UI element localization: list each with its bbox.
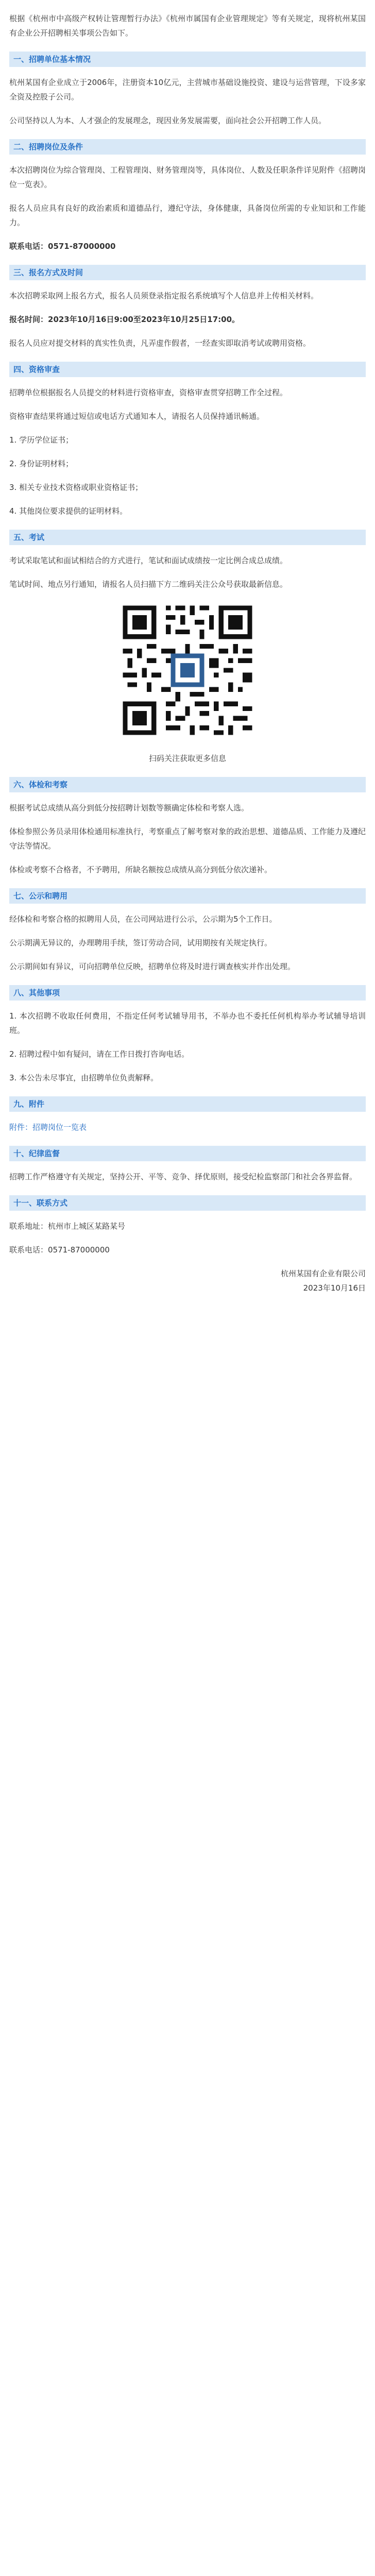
paragraph: 公司坚持以人为本、人才强企的发展理念，现因业务发展需要，面向社会公开招聘工作人员。 [9,116,327,125]
section-title: 四、资格审查 [9,362,366,377]
paragraph: 根据考试总成绩从高分到低分按招聘计划数等额确定体检和考察人选。 [9,803,249,812]
section-title: 十一、联系方式 [9,1195,366,1211]
section-5 [9,530,366,766]
section-title: 三、报名方式及时间 [9,265,366,280]
paragraph: 体检或考察不合格者，不予聘用，所缺名额按总成绩从高分到低分依次递补。 [9,865,272,874]
list-item: 4. 其他岗位要求提供的证明材料。 [9,506,128,516]
section-8 [9,985,366,1085]
qr-code [9,601,366,742]
qr-caption: 扫码关注获取更多信息 [148,754,226,763]
section-10 [9,1146,366,1184]
paragraph: 报名人员应具有良好的政治素质和道德品行，遵纪守法，身体健康，具备岗位所需的专业知识和工作能力。 [9,204,366,227]
paragraph: 本次招聘采取网上报名方式，报名人员须登录指定报名系统填写个人信息并上传相关材料。 [9,291,319,300]
paragraph: 笔试时间、地点另行通知，请报名人员扫描下方二维码关注公众号获取最新信息。 [9,580,288,589]
section-7 [9,888,366,974]
list-item: 3. 本公告未尽事宜，由招聘单位负责解释。 [9,1073,159,1082]
list-item: 3. 相关专业技术资格或职业资格证书； [9,483,143,492]
paragraph: 经体检和考察合格的拟聘用人员，在公司网站进行公示，公示期为5个工作日。 [9,914,277,924]
paragraph: 本次招聘岗位为综合管理岗、工程管理岗、财务管理岗等，具体岗位、人数及任职条件详见附件《招聘岗位一览表》。 [9,165,366,189]
section-title: 二、招聘岗位及条件 [9,139,366,155]
section-title: 六、体检和考察 [9,777,366,792]
paragraph: 资格审查结果将通过短信或电话方式通知本人，请报名人员保持通讯畅通。 [9,412,265,421]
section-3 [9,265,366,350]
contact-phone: 联系电话：0571-87000000 [9,1245,110,1255]
article [9,11,366,1295]
section-title: 八、其他事项 [9,985,366,1001]
section-9 [9,1096,366,1134]
paragraph: 招聘单位根据报名人员提交的材料进行资格审查，资格审查贯穿招聘工作全过程。 [9,388,288,397]
intro-paragraph: 根据《杭州市中高级产权转让管理暂行办法》《杭州市属国有企业管理规定》等有关规定，现将杭州某国有企业公开招聘相关事项公告如下。 [9,14,366,38]
list-item: 1. 学历学位证书； [9,435,74,445]
section-title: 九、附件 [9,1096,366,1112]
paragraph: 招聘工作严格遵守有关规定，坚持公开、平等、竞争、择优原则，接受纪检监察部门和社会各界监督。 [9,1172,357,1181]
paragraph: 公示期间如有异议，可向招聘单位反映，招聘单位将及时进行调查核实并作出处理。 [9,962,296,971]
section-2 [9,139,366,253]
paragraph: 杭州某国有企业成立于2006年，注册资本10亿元，主营城市基础设施投资、建设与运营管理，下设多家全资及控股子公司。 [9,78,366,101]
contact-address: 联系地址：杭州市上城区某路某号 [9,1222,126,1231]
paragraph: 公示期满无异议的，办理聘用手续，签订劳动合同，试用期按有关规定执行。 [9,938,272,947]
list-item: 1. 本次招聘不收取任何费用，不指定任何考试辅导用书，不举办也不委托任何机构举办考试辅导培训班。 [9,1011,366,1035]
paragraph: 考试采取笔试和面试相结合的方式进行，笔试和面试成绩按一定比例合成总成绩。 [9,556,288,565]
attachment-link[interactable]: 附件：招聘岗位一览表 [9,1123,87,1132]
section-title: 十、纪律监督 [9,1146,366,1161]
signature-org: 杭州某国有企业有限公司 [280,1269,366,1278]
signature-date: 2023年10月16日 [303,1283,366,1293]
paragraph: 体检参照公务员录用体检通用标准执行，考察重点了解考察对象的政治思想、道德品质、工作能力及遵纪守法等情况。 [9,827,366,851]
section-1 [9,52,366,128]
contact-phone: 联系电话：0571-87000000 [9,242,116,251]
section-11 [9,1195,366,1257]
section-title: 七、公示和聘用 [9,888,366,904]
paragraph: 报名时间：2023年10月16日9:00至2023年10月25日17:00。 [9,315,240,324]
section-4 [9,362,366,518]
list-item: 2. 身份证明材料； [9,459,74,468]
paragraph: 报名人员应对提交材料的真实性负责，凡弄虚作假者，一经查实即取消考试或聘用资格。 [9,338,311,348]
section-title: 五、考试 [9,530,366,545]
section-title: 一、招聘单位基本情况 [9,52,366,67]
list-item: 2. 招聘过程中如有疑问，请在工作日拨打咨询电话。 [9,1049,190,1059]
section-6 [9,777,366,877]
